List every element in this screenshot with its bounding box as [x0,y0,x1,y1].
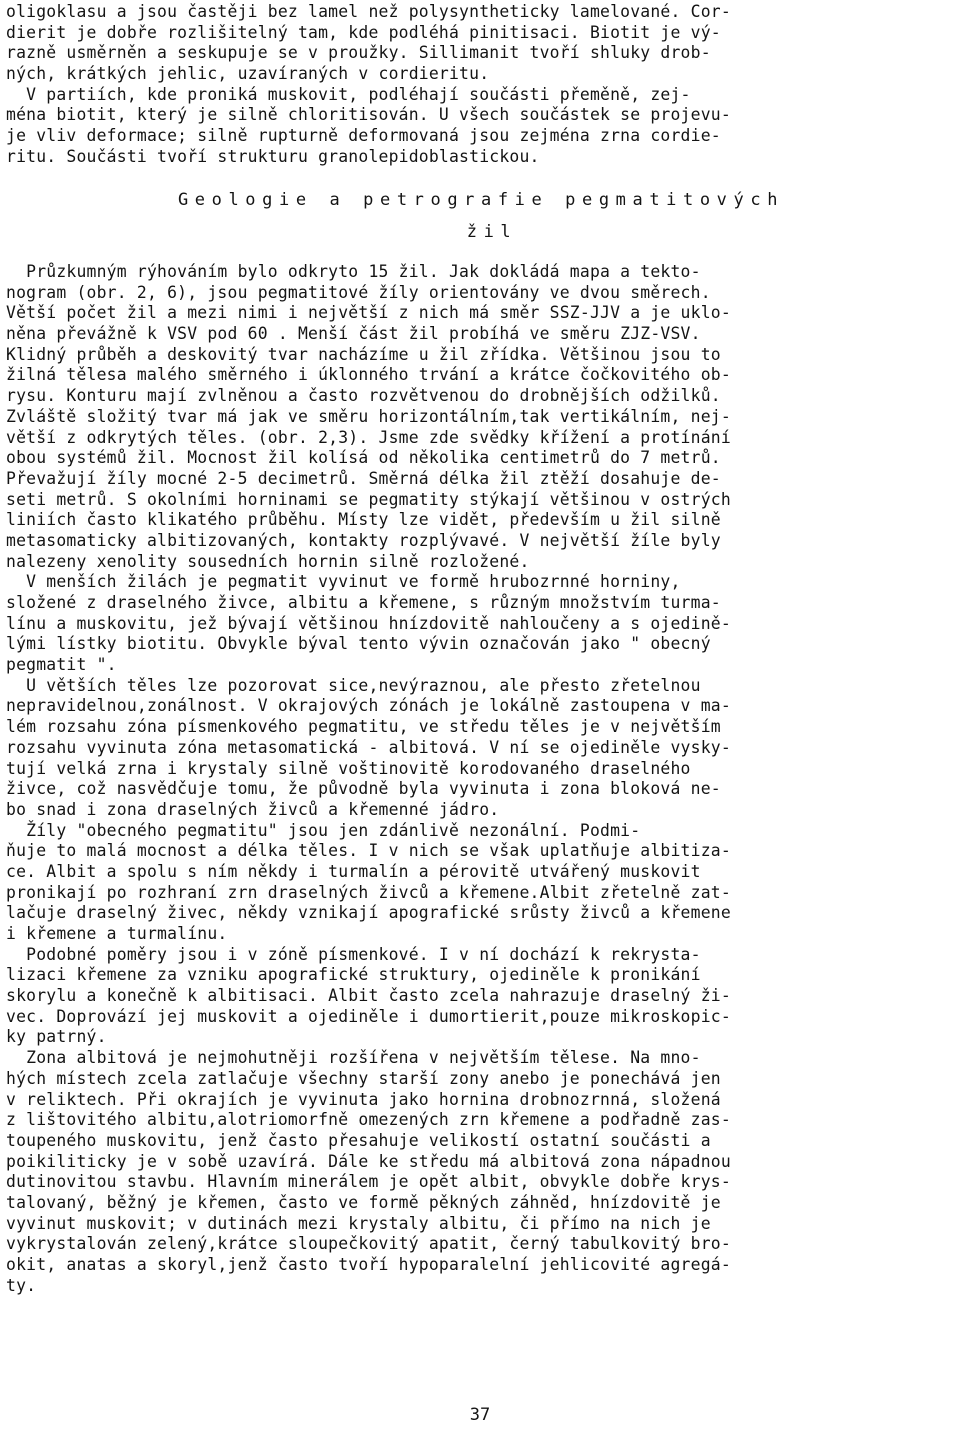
body-text-line: obou systémů žil. Mocnost žil kolísá od několika centimetrů do 7 metrů. [6,448,721,468]
body-text-line: pronikají po rozhraní zrn draselných živců a křemene.Albit zřetelně zat- [6,882,731,902]
body-text-line: okit, anatas a skoryl,jenž často tvoří hypoparalelní jehlicovité agregá- [6,1255,731,1274]
body-text-line: metasomaticky albitizovaných, kontakty rozplývavé. V největší žíle byly [6,530,721,550]
body-text-line: V menších žilách je pegmatit vyvinut ve formě hrubozrnné horniny, [6,572,681,592]
body-text-line: lými lístky biotitu. Obvykle býval tento vývin označován jako " obecný [6,634,711,654]
intro-paragraph [6,2,956,168]
body-text-line: rysu. Konturu mají zvlněnou a často rozvětvenou do drobnějších odžilků. [6,386,721,406]
body-text-line: línu a muskovitu, jež bývají většinou hnízdovitě nahloučeny a s ojedině- [6,613,731,633]
intro-text-line: V partiích, kde proniká muskovit, podléhají součásti přeměně, zej- [6,84,691,104]
body-text-line: Podobné poměry jsou i v zóně písmenkové. I v ní dochází k rekrysta- [6,944,701,964]
body-text-line: živce, což nasvědčuje tomu, že původně byla vyvinuta i zona bloková ne- [6,779,721,799]
body-text-line: tují velká zrna i krystaly silně voštinovitě korodovaného draselného [6,758,691,778]
body-text-line: nogram (obr. 2, 6), jsou pegmatitové žíly orientovány ve dvou směrech. [6,282,711,302]
body-text-line: pegmatit ". [6,655,117,675]
body-text-line: vyvinut muskovit; v dutinách mezi krystaly albitu, či přímo na nich je [6,1213,711,1233]
body-text-line: dutinovitou stavbu. Hlavním minerálem je opět albit, obvykle dobře krys- [6,1172,731,1192]
intro-text-line: oligoklasu a jsou častěji bez lamel než polysyntheticky lamelované. Cor- [6,2,731,21]
body-text-line: složené z draselného živce, albitu a křemene, s různým množstvím turma- [6,593,721,612]
body-text-line: nepravidelnou,zonálnost. V okrajových zónách je lokálně zastoupena v ma- [6,696,731,716]
body-text-line: lačuje draselný živec, někdy vznikají apografické srůsty živců a křemene [6,903,731,923]
body-text-line: ty. [6,1275,37,1295]
body-text-line: poikiliticky je v sobě uzavírá. Dále ke středu má albitová zona nápadnou [6,1151,731,1171]
body-text-line: Převažují žíly mocné 2-5 decimetrů. Směrná délka žil ztěží dosahuje de- [6,468,721,488]
body-text-line: bo snad i zona draselných živců a křemenné jádro. [6,799,500,819]
body-text [6,262,956,1296]
body-text-line: Větší počet žil a mezi nimi i největší z nich má směr SSZ-JJV a je uklo- [6,303,731,323]
section-heading-line-2: žil [466,222,518,242]
body-text-line: i křemene a turmalínu. [6,924,228,943]
body-text-line: Zona albitová je nejmohutněji rozšířena v největším tělese. Na mno- [6,1048,701,1068]
intro-text-line: ména biotit, který je silně chloritisován. U všech součástek se projevu- [6,105,731,125]
body-text-line: talovaný, běžný je křemen, často ve formě pěkných záhněd, hnízdovitě je [6,1192,721,1212]
body-text-line: Průzkumným rýhováním bylo odkryto 15 žil. Jak dokládá mapa a tekto- [6,262,701,281]
body-text-line: něna převážně k VSV pod 60 . Menší část žil probíhá ve směru ZJZ-VSV. [6,324,701,344]
body-text-line: toupeného muskovitu, jenž často přesahuje velikostí ostatní součásti a [6,1130,711,1150]
intro-text-line: je vliv deformace; silně rupturně deformovaná jsou zejména zrna cordie- [6,126,721,146]
body-text-line: větší z odkrytých těles. (obr. 2,3). Jsme zde svědky křížení a protínání [6,427,731,447]
intro-text-line: razně usměrněn a seskupuje se v proužky. Sillimanit tvoří shluky drob- [6,43,711,63]
body-text-line: z lištovitého albitu,alotriomorfně omezených zrn křemene a podřadně zas- [6,1110,731,1130]
body-text-line: hých místech zcela zatlačuje všechny starší zony anebo je ponechává jen [6,1068,721,1088]
body-text-line: vykrystalován zelený,krátce sloupečkovitý apatit, černý tabulkovitý bro- [6,1234,731,1254]
body-text-line: skorylu a konečně k albitisaci. Albit často zcela nahrazuje draselný ži- [6,986,731,1006]
body-text-line: seti metrů. S okolními horninami se pegmatity stýkají většinou v ostrých [6,489,731,509]
body-text-line: liniích často klikatého průběhu. Místy lze vidět, především u žil silně [6,510,721,530]
body-text-line: lizaci křemene za vzniku apografické struktury, ojediněle k pronikání [6,965,701,985]
body-text-line: Klidný průběh a deskovitý tvar nacházíme u žil zřídka. Většinou jsou to [6,344,721,364]
body-text-line: vec. Doprovází jej muskovit a ojediněle i dumortierit,pouze mikroskopic- [6,1006,731,1026]
body-text-line: ňuje to malá mocnost a délka těles. I v nich se však uplatňuje albitiza- [6,841,731,861]
body-text-line: v reliktech. Při okrajích je vyvinuta jako hornina drobnozrnná, složená [6,1089,721,1109]
body-text-line: Žíly "obecného pegmatitu" jsou jen zdánlivě nezonální. Podmi- [6,820,641,840]
body-text-line: ky patrný. [6,1027,107,1047]
body-text-line: lém rozsahu zóna písmenkového pegmatitu, ve středu těles je v největším [6,717,721,737]
page-number: 37 [469,1405,491,1425]
intro-text-line: ných, krátkých jehlic, uzavíraných v cordieritu. [6,64,490,84]
intro-text-line: dierit je dobře rozlišitelný tam, kde podléhá pinitisaci. Biotit je vý- [6,22,721,42]
section-heading-line-1: Geologie a petrografie pegmatitových [177,190,785,210]
body-text-line: žilná tělesa malého směrného i úklonného trvání a krátce čočkovitého ob- [6,365,731,385]
body-text-line: Zvláště složitý tvar má jak ve směru horizontálním,tak vertikálním, nej- [6,406,731,426]
body-text-line: rozsahu vyvinuta zóna metasomatická - albitová. V ní se ojediněle vysky- [6,737,731,757]
body-text-line: ce. Albit a spolu s ním někdy i turmalín a pérovitě utvářený muskovit [6,861,701,881]
body-text-line: nalezeny xenolity sousedních hornin silně rozložené. [6,551,530,571]
body-text-line: U větších těles lze pozorovat sice,nevýraznou, ale přesto zřetelnou [6,675,701,695]
intro-text-line: ritu. Součásti tvoří strukturu granolepidoblastickou. [6,146,540,166]
section-heading [6,188,956,244]
